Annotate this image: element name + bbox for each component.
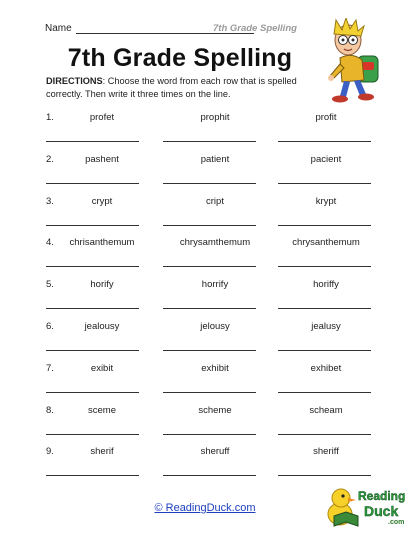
row-number: 5. xyxy=(46,279,54,291)
write-line[interactable] xyxy=(46,266,139,267)
write-line[interactable] xyxy=(278,183,371,184)
write-line[interactable] xyxy=(278,141,371,142)
word-row xyxy=(46,321,376,363)
word-choice: jealousy xyxy=(84,321,120,332)
directions xyxy=(46,75,308,100)
write-line[interactable] xyxy=(46,308,139,309)
word-choice: profet xyxy=(89,112,115,123)
write-line[interactable] xyxy=(163,475,256,476)
word-row xyxy=(46,154,376,196)
row-number: 9. xyxy=(46,446,54,458)
write-line[interactable] xyxy=(278,475,371,476)
footer-copyright[interactable] xyxy=(130,502,280,514)
write-line[interactable] xyxy=(163,308,256,309)
word-choice: sherif xyxy=(90,446,114,458)
write-line[interactable] xyxy=(46,475,139,476)
word-choice: scheme xyxy=(198,404,232,416)
word-choice: exibit xyxy=(90,362,114,374)
word-choice: sceme xyxy=(88,404,116,416)
word-choice: cript xyxy=(206,195,224,207)
write-line[interactable] xyxy=(46,392,139,393)
word-row xyxy=(46,237,376,279)
write-line[interactable] xyxy=(278,434,371,435)
page-title: 7th Grade Spelling xyxy=(67,44,293,72)
write-line[interactable] xyxy=(46,225,139,226)
copyright-link[interactable]: © ReadingDuck.com xyxy=(154,502,256,514)
name-label: Name xyxy=(45,23,72,34)
row-number: 8. xyxy=(46,404,54,416)
word-choice: sheruff xyxy=(200,446,230,458)
word-choice: horiffy xyxy=(313,279,339,291)
word-row xyxy=(46,112,376,154)
logo-text-reading: Reading xyxy=(358,489,406,503)
word-choice: sheriff xyxy=(313,446,339,458)
write-line[interactable] xyxy=(163,266,256,267)
name-row xyxy=(45,22,305,38)
word-choice: jelousy xyxy=(200,321,230,332)
row-number: 3. xyxy=(46,195,54,207)
write-line[interactable] xyxy=(278,266,371,267)
word-row xyxy=(46,363,376,405)
directions-text: : Choose the word from each row that is spelled correctly. Then write it three times on the line. xyxy=(46,76,297,99)
word-choice: crypt xyxy=(91,195,113,207)
row-number: 2. xyxy=(46,153,54,165)
word-choice: horrify xyxy=(201,279,229,291)
row-number: 1. xyxy=(46,112,54,123)
write-line[interactable] xyxy=(163,392,256,393)
word-choice: krypt xyxy=(315,195,337,207)
write-line[interactable] xyxy=(163,141,256,142)
write-line[interactable] xyxy=(163,183,256,184)
write-line[interactable] xyxy=(163,350,256,351)
word-choice: chrysamthemum xyxy=(179,237,251,249)
word-row xyxy=(46,405,376,447)
logo-text-duck: Duck xyxy=(364,503,399,519)
reading-duck-logo xyxy=(326,478,410,534)
word-choice: exhibit xyxy=(201,362,229,374)
row-number: 6. xyxy=(46,321,54,332)
student-mascot-illustration xyxy=(318,18,390,106)
word-choice: chrisanthemum xyxy=(69,237,135,249)
word-choice: horify xyxy=(90,279,114,291)
write-line[interactable] xyxy=(278,350,371,351)
write-line[interactable] xyxy=(163,434,256,435)
write-line[interactable] xyxy=(163,225,256,226)
write-line[interactable] xyxy=(46,141,139,142)
row-number: 4. xyxy=(46,237,54,249)
write-line[interactable] xyxy=(278,392,371,393)
word-row xyxy=(46,279,376,321)
write-line[interactable] xyxy=(278,308,371,309)
logo-text-com: .com xyxy=(388,519,405,526)
word-choice: scheam xyxy=(309,404,343,416)
word-row xyxy=(46,196,376,238)
word-choice: exhibet xyxy=(310,362,342,374)
directions-label: DIRECTIONS xyxy=(46,76,103,86)
word-choice: patient xyxy=(200,153,230,165)
word-choice: profit xyxy=(315,112,337,123)
word-choice: pacient xyxy=(310,153,342,165)
write-line[interactable] xyxy=(46,434,139,435)
write-line[interactable] xyxy=(278,225,371,226)
header-tag: 7th Grade Spelling xyxy=(213,23,297,34)
word-choice: pashent xyxy=(85,153,119,165)
write-line[interactable] xyxy=(46,350,139,351)
word-choice: jealusy xyxy=(311,321,341,332)
write-line[interactable] xyxy=(46,183,139,184)
word-choice: chrysanthemum xyxy=(292,237,360,249)
row-number: 7. xyxy=(46,362,54,374)
word-choice: prophit xyxy=(200,112,230,123)
